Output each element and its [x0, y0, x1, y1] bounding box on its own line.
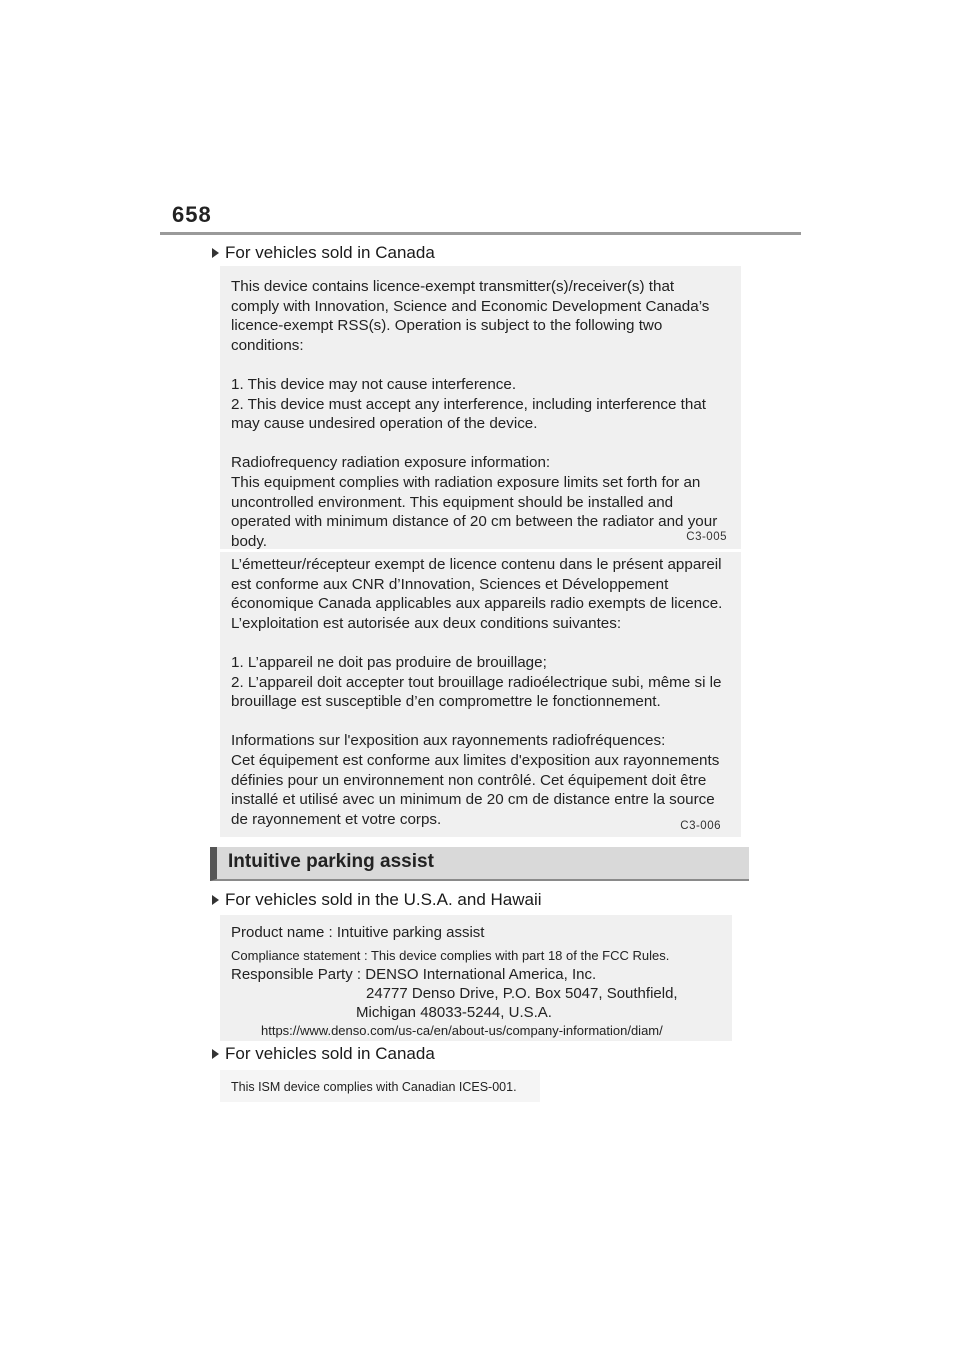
canada-en-statement-panel	[220, 266, 741, 549]
usa-heading	[212, 890, 542, 910]
canada-en-line: 2. This device must accept any interference, including interference that	[231, 395, 707, 413]
bullet-triangle-icon	[212, 248, 219, 258]
canada-en-line: body.	[231, 532, 268, 550]
bullet-triangle-icon	[212, 1049, 219, 1059]
paragraph-gap	[231, 434, 735, 454]
canada-fr-line: Cet équipement est conforme aux limites d'exposition aux rayonnements	[231, 751, 720, 769]
canada-fr-line: installé et utilisé avec un minimum de 20 cm de distance entre la source	[231, 791, 715, 809]
canada-en-line: This equipment complies with radiation exposure limits set forth for an	[231, 473, 701, 491]
page-number: 658	[172, 202, 212, 227]
canada-heading-2	[212, 1044, 435, 1064]
canada-fr-line: est conforme aux CNR d’Innovation, Sciences et Développement	[231, 575, 669, 593]
canada-en-line: may cause undesired operation of the device.	[231, 415, 538, 433]
canada-fr-line: économique Canada applicables aux appareils radio exempts de licence.	[231, 595, 723, 613]
compliance-statement: Compliance statement : This device complies with part 18 of the FCC Rules.	[231, 948, 670, 963]
paragraph-gap	[231, 633, 737, 653]
canada-fr-line: de rayonnement et votre corps.	[231, 810, 442, 828]
canada-heading-2-text: For vehicles sold in Canada	[225, 1044, 435, 1063]
responsible-party: Responsible Party : DENSO International America, Inc.	[231, 966, 597, 983]
address-line-2: Michigan 48033-5244, U.S.A.	[356, 1004, 552, 1021]
canada-en-line: comply with Innovation, Science and Economic Development Canada’s	[231, 297, 710, 315]
canada-en-line: Radiofrequency radiation exposure information:	[231, 454, 551, 472]
canada-en-line: uncontrolled environment. This equipment should be installed and	[231, 493, 674, 511]
canada-fr-line: 2. L’appareil doit accepter tout brouillage radioélectrique subi, même si le	[231, 673, 722, 691]
usa-statement-panel	[220, 915, 732, 1041]
figure-code-fr: C3-006	[680, 820, 721, 832]
canada-en-line: operated with minimum distance of 20 cm between the radiator and your	[231, 513, 718, 531]
canada-heading	[212, 243, 435, 263]
canada-en-line: 1. This device may not cause interference.	[231, 375, 517, 393]
address-line-1: 24777 Denso Drive, P.O. Box 5047, Southfield,	[366, 985, 678, 1002]
canada-fr-line: brouillage est susceptible d’en compromettre le fonctionnement.	[231, 693, 661, 711]
canada-en-line: This device contains licence-exempt transmitter(s)/receiver(s) that	[231, 278, 675, 295]
usa-heading-text: For vehicles sold in the U.S.A. and Hawaii	[225, 890, 542, 909]
canada-en-line: licence-exempt RSS(s). Operation is subject to the following two	[231, 317, 663, 335]
section-header	[210, 847, 749, 881]
canada-en-line: conditions:	[231, 336, 304, 354]
canada-fr-line: L’exploitation est autorisée aux deux conditions suivantes:	[231, 614, 622, 632]
canada-fr-line: définies pour un environnement non contrôlé. Cet équipement doit être	[231, 771, 707, 789]
ices-statement-panel	[220, 1070, 540, 1102]
canada-fr-statement-panel	[220, 552, 741, 837]
company-url: https://www.denso.com/us-ca/en/about-us/company-information/diam/	[261, 1023, 663, 1038]
header-rule	[160, 232, 801, 235]
canada-fr-line: L’émetteur/récepteur exempt de licence contenu dans le présent appareil	[231, 556, 722, 573]
paragraph-gap	[231, 712, 737, 732]
section-title: Intuitive parking assist	[228, 851, 434, 872]
product-name: Product name : Intuitive parking assist	[231, 924, 485, 941]
canada-fr-text	[231, 555, 737, 829]
paragraph-gap	[231, 355, 735, 375]
ices-statement: This ISM device complies with Canadian ICES-001.	[231, 1080, 517, 1094]
canada-heading-text: For vehicles sold in Canada	[225, 243, 435, 262]
figure-code-en: C3-005	[686, 531, 727, 543]
bullet-triangle-icon	[212, 895, 219, 905]
canada-fr-line: Informations sur l'exposition aux rayonnements radiofréquences:	[231, 732, 666, 750]
canada-fr-line: 1. L’appareil ne doit pas produire de brouillage;	[231, 653, 547, 671]
canada-en-text	[231, 277, 735, 551]
